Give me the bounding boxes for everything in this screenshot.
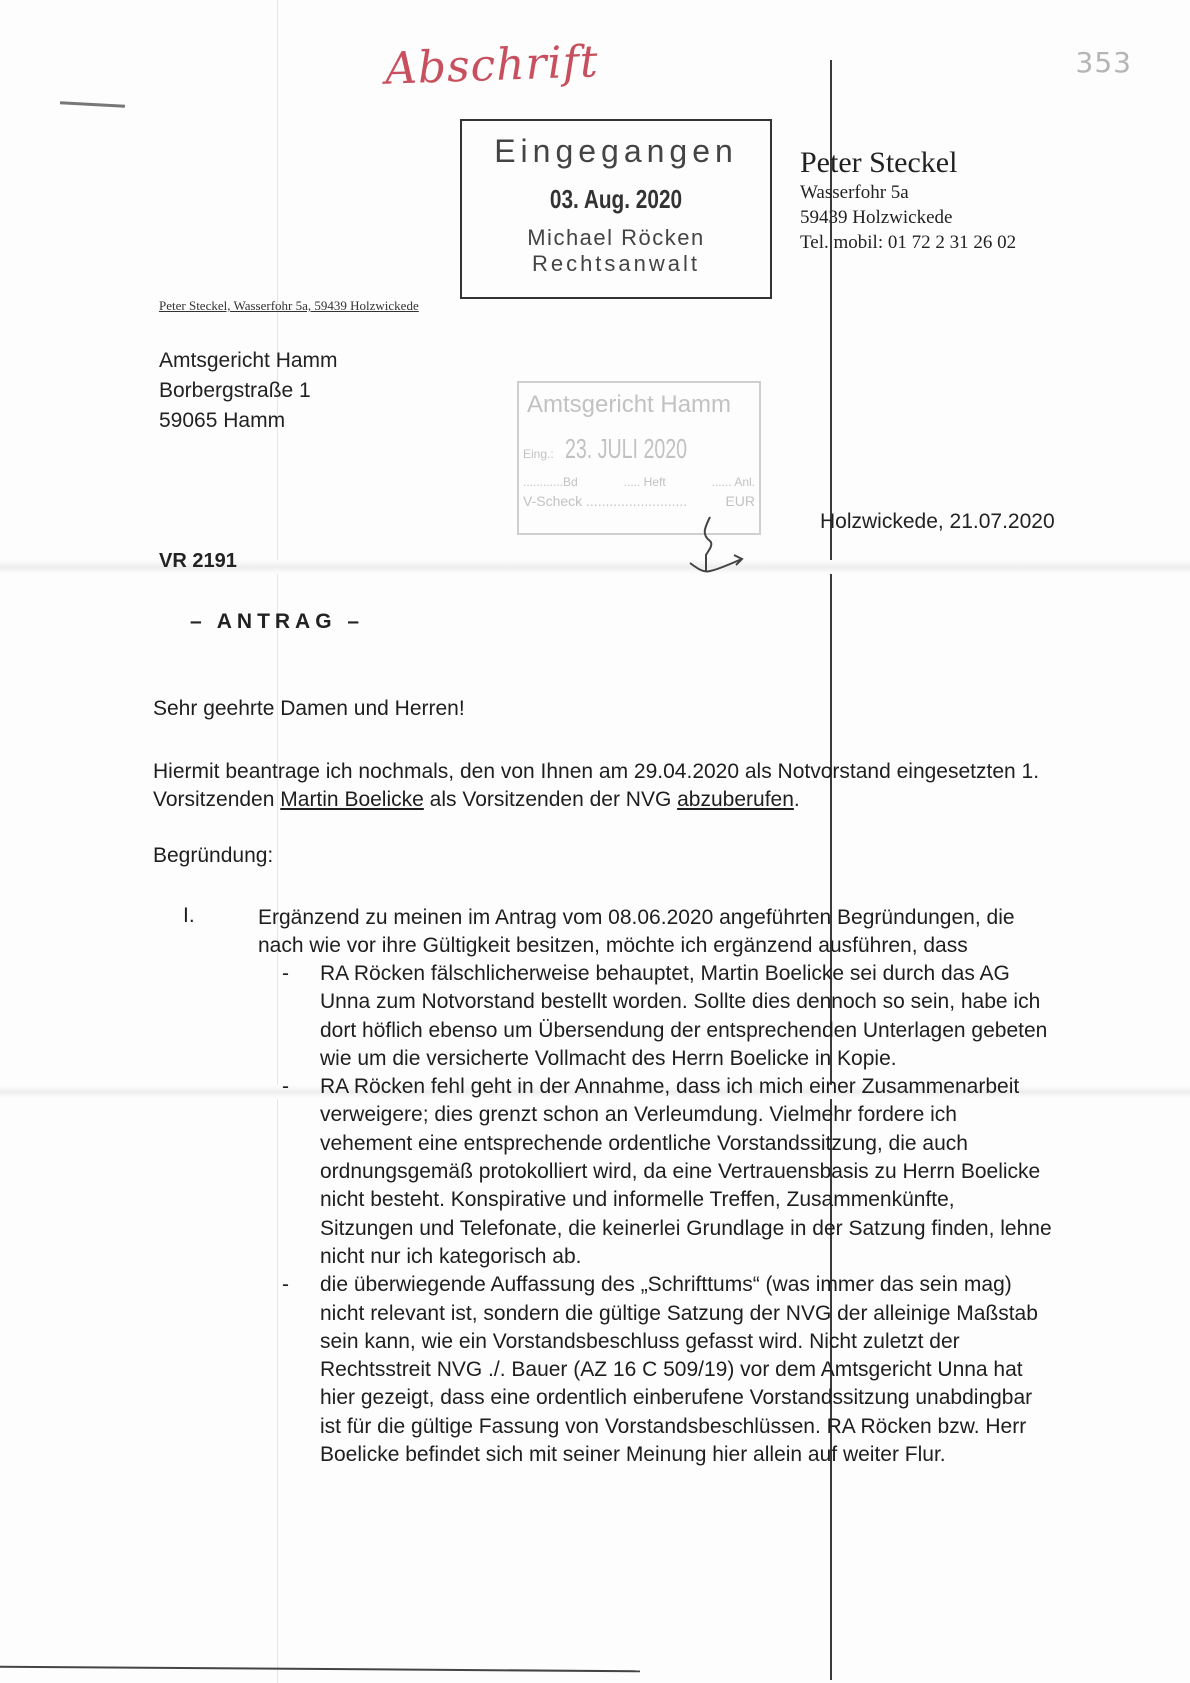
sender-street: Wasserfohr 5a [800, 182, 909, 203]
sender-city: 59439 Holzwickede [800, 207, 953, 228]
place-date: Holzwickede, 21.07.2020 [820, 510, 1055, 533]
stamp-title: Eingegangen [494, 133, 738, 169]
sender-name: Peter Steckel [800, 146, 958, 179]
reasons-label: Begründung: [153, 844, 274, 867]
scan-mark [60, 101, 125, 107]
point-numeral: I. [183, 904, 195, 927]
list-item-text: RA Röcken fehl geht in der Annahme, dass ich mich einer Zusammenarbeit verweigere; dies grenzt schon an Verleumdung. Vielmehr fordere ich vehement eine entsprechende ordentliche Vorstandssitzung, die auch ordnungsgemäß protokolliert wird, da eine Vertrauensbasis zu Herrn Boelicke nicht besteht. Konspirative und informelle Treffen, Zusammenkünfte, Sitzungen und Telefonate, die keinerlei Grundlage in der Satzung finden, lehne nicht nur ich kategorisch ab. [320, 1075, 1052, 1268]
list-item [282, 1073, 1052, 1271]
intro-verb: abzuberufen [677, 788, 794, 811]
list-item-text: die überwiegende Auffassung des „Schrifttums“ (was immer das sein mag) nicht relevant ist, sondern die gültige Satzung der NVG der alleinige Maßstab sein kann, wie ein Vorstandsbeschluss gefasst wird. Nicht zuletzt der Rechtsstreit NVG ./. Bauer (AZ 16 C 509/19) vor dem Amtsgericht Unna hat hier gezeigt, dass eine ordentlich einberufene Vorstandssitzung unabdingbar ist für die gültige Fassung von Vorstandsbeschlüssen. RA Röcken bzw. Herr Boelicke befindet sich mit seiner Meinung hier allein auf weiter Flur. [320, 1273, 1038, 1467]
court-stamp [517, 381, 761, 535]
court-stamp-heft: ..... Heft [623, 475, 666, 489]
point-text: Ergänzend zu meinen im Antrag vom 08.06.2020 angeführten Begründungen, die nach wie vor ihre Gültigkeit besitzen, möchte ich ergänzend ausführen, dass [258, 906, 1015, 957]
court-stamp-vscheck: V-Scheck .......................... [523, 493, 688, 509]
salutation: Sehr geehrte Damen und Herren! [153, 697, 465, 720]
received-stamp [460, 119, 772, 299]
court-stamp-anl: ...... Anl. [711, 475, 755, 489]
recipient-street: Borbergstraße 1 [159, 379, 311, 402]
intro-text: als Vorsitzenden der NVG [423, 788, 678, 811]
stamp-role: Rechtsanwalt [531, 251, 701, 276]
court-stamp-row [523, 493, 759, 509]
court-stamp-eur: EUR [725, 493, 755, 509]
bullet-marker: - [282, 1075, 289, 1099]
sender-block [800, 146, 1016, 255]
fold-line [277, 0, 278, 1683]
list-item-text: RA Röcken fälschlicherweise behauptet, Martin Boelicke sei durch das AG Unna zum Notvorstand bestellt worden. Sollte dies dennoch so sein, habe ich dort höflich ebenso um Übersendung der entsprechenden Unterlagen gebeten wie um die versicherte Vollmacht des Herrn Boelicke in Kopie. [320, 962, 1048, 1070]
person-name: Martin Boelicke [280, 788, 424, 811]
bullet-list [282, 960, 1052, 1469]
court-stamp-bd: ............Bd [523, 475, 578, 489]
stamp-name: Michael Röcken [527, 225, 705, 250]
list-item [282, 960, 1052, 1073]
recipient-block [159, 346, 338, 436]
court-stamp-name: Amtsgericht Hamm [527, 391, 732, 418]
page-number: 353 [1075, 46, 1132, 79]
recipient-name: Amtsgericht Hamm [159, 349, 338, 372]
document-heading: – ANTRAG – [190, 610, 365, 633]
stamp-date: 03. Aug. 2020 [549, 184, 683, 214]
case-reference: VR 2191 [159, 550, 237, 572]
page-edge [0, 1666, 640, 1672]
return-address: Peter Steckel, Wasserfohr 5a, 59439 Holzwickede [159, 298, 419, 313]
court-stamp-eing-label: Eing.: [523, 447, 554, 461]
bullet-marker: - [282, 962, 289, 985]
court-stamp-date: 23. JULI 2020 [565, 433, 688, 464]
intro-text: Hiermit beantrage ich nochmals, den von Ihnen am 29.04.2020 als Notvorstand eingesetzten 1. Vorsitzenden [153, 760, 1040, 811]
handwritten-arrow-icon [680, 515, 750, 575]
handwritten-note: Abschrift [384, 36, 600, 95]
court-stamp-received [523, 433, 759, 465]
sender-phone: Tel. mobil: 01 72 2 31 26 02 [800, 232, 1017, 253]
court-stamp-row [523, 475, 759, 489]
list-item [282, 1271, 1052, 1469]
intro-paragraph [153, 758, 1053, 814]
recipient-city: 59065 Hamm [159, 409, 286, 432]
intro-text: . [793, 788, 800, 811]
bullet-marker: - [282, 1273, 289, 1297]
